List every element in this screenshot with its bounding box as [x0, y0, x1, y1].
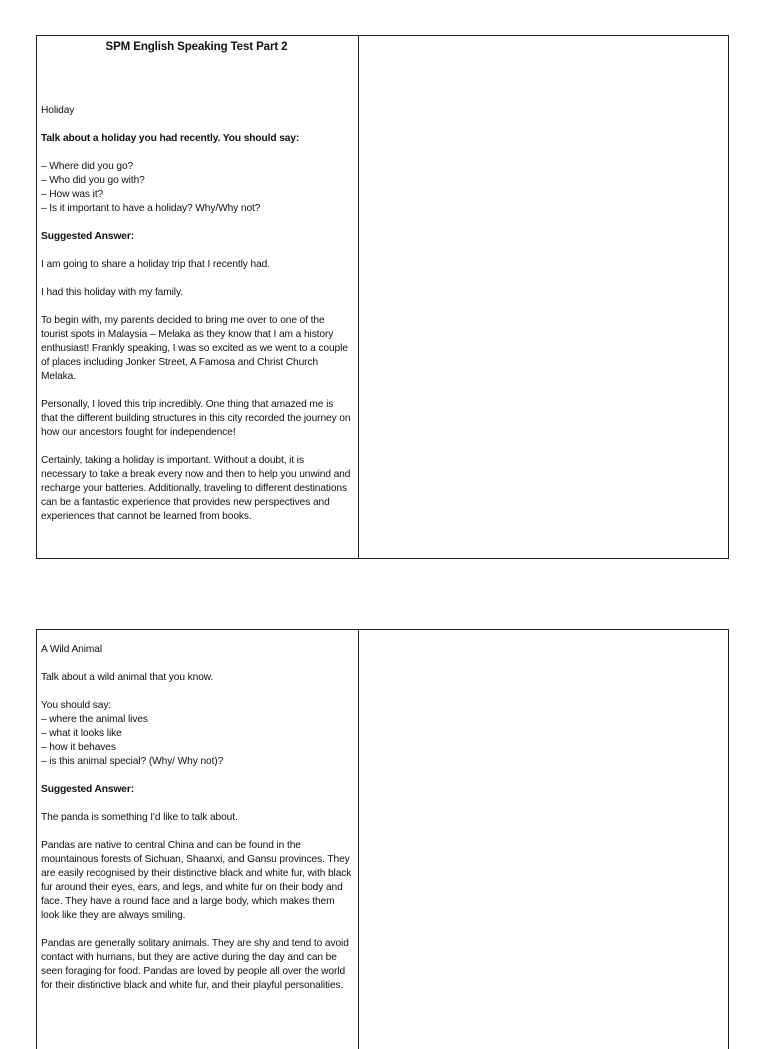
answer-paragraph: Certainly, taking a holiday is important. Without a doubt, it is necessary to take a break every now and then to help you unwind and recharge your batteries. Additionally, traveling to different destinations can be a fantastic experience that provides new perspectives and experiences that cannot be learned from books.	[41, 455, 351, 522]
suggested-answer-label: Suggested Answer:	[41, 231, 135, 242]
document-title: SPM English Speaking Test Part 2	[105, 41, 288, 53]
list-item: – how it behaves	[41, 742, 116, 753]
answer-paragraph: To begin with, my parents decided to bring me over to one of the tourist spots in Malaysia – Melaka as they know that I am a history enthusiast! Frankly speaking, I was so excited as we went to a couple of places including Jonker Street, A Famosa and Christ Church Melaka.	[41, 315, 348, 382]
answer-paragraph: I had this holiday with my family.	[41, 287, 183, 298]
content-cell	[37, 630, 359, 1049]
document-table-holiday	[36, 35, 729, 559]
answer-paragraph: Pandas are generally solitary animals. They are shy and tend to avoid contact with humans, but they are active during the day and can be seen foraging for food. Pandas are loved by people all over the world for their distinctive black and white fur, and their playful personalities.	[41, 938, 349, 991]
answer-paragraph: Pandas are native to central China and can be found in the mountainous forests of Sichuan, Shaanxi, and Gansu provinces. They are easily recognised by their distinctive black and white fur, with black fur around their eyes, ears, and legs, and white fur on their body and face. They have a round face and a large body, which makes them look like they are always smiling.	[41, 840, 352, 921]
answer-paragraph: I am going to share a holiday trip that I recently had.	[41, 259, 270, 270]
list-item: – Where did you go?	[41, 161, 134, 172]
list-item: – Is it important to have a holiday? Why/Why not?	[41, 203, 261, 214]
suggested-answer-label: Suggested Answer:	[41, 784, 135, 795]
list-item: – what it looks like	[41, 728, 122, 739]
question-list	[41, 160, 352, 216]
prompt-text: Talk about a holiday you had recently. You should say:	[41, 133, 300, 144]
list-item: – How was it?	[41, 189, 104, 200]
list-item: – where the animal lives	[41, 714, 148, 725]
empty-cell	[359, 36, 728, 558]
list-item: – is this animal special? (Why/ Why not)?	[41, 756, 224, 767]
prompt-text: Talk about a wild animal that you know.	[41, 672, 214, 683]
topic-heading: Holiday	[41, 105, 75, 116]
document-table-wild-animal	[36, 629, 729, 1049]
question-list	[41, 713, 352, 769]
list-item: – Who did you go with?	[41, 175, 145, 186]
content-cell	[37, 36, 359, 558]
answer-paragraph: The panda is something I'd like to talk about.	[41, 812, 238, 823]
answer-paragraph: Personally, I loved this trip incredibly. One thing that amazed me is that the different building structures in this city recorded the journey on how our ancestors fought for independence!	[41, 399, 351, 438]
topic-heading: A Wild Animal	[41, 644, 102, 655]
should-say-label: You should say:	[41, 700, 112, 711]
empty-cell	[359, 630, 728, 1049]
